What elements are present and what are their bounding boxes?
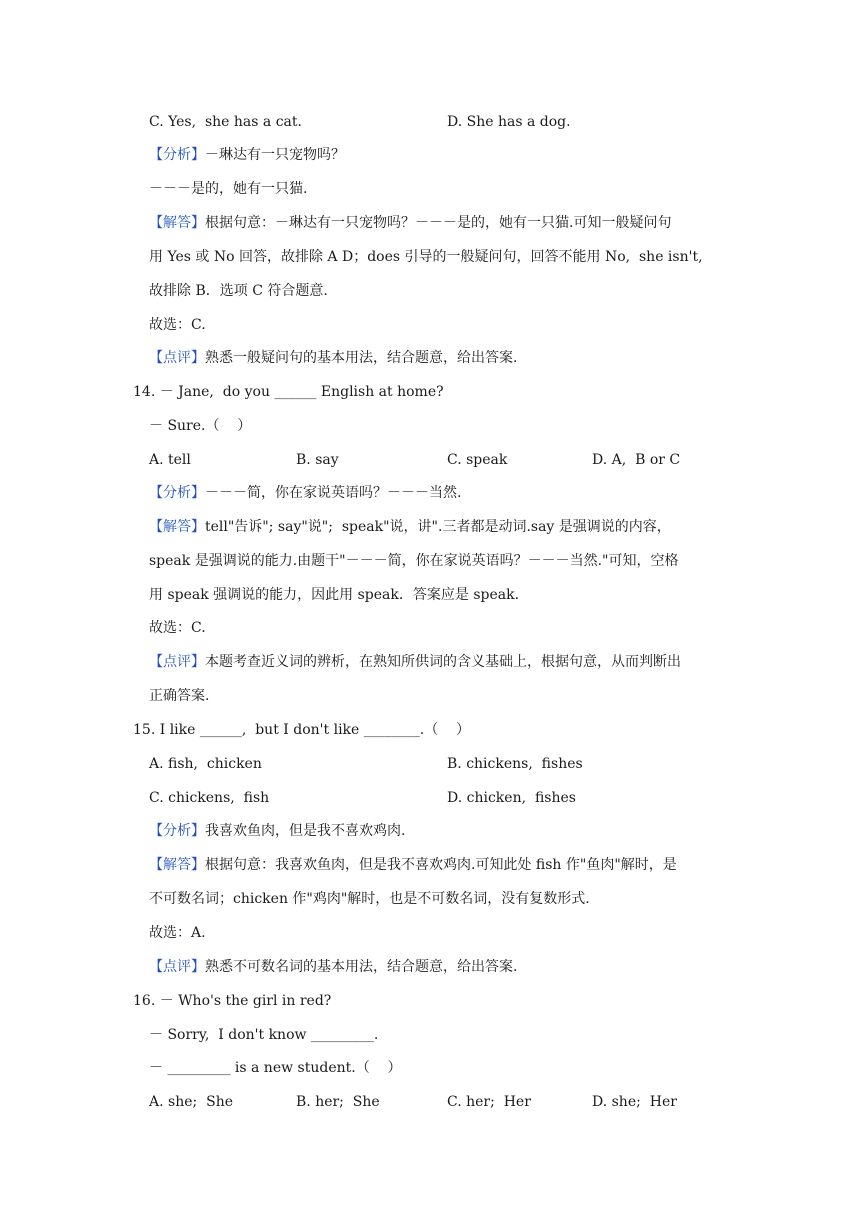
q16-option-b: B. her; She xyxy=(296,1094,380,1110)
q14-stem-line2: － Sure.（ ） xyxy=(149,418,252,434)
q15-option-c: C. chickens, fish xyxy=(149,790,270,806)
analysis-tag: 【分析】 xyxy=(149,147,205,163)
q15-choice: 故选：A. xyxy=(149,925,206,941)
comment-tag: 【点评】 xyxy=(149,350,205,366)
comment-tag: 【点评】 xyxy=(149,959,205,975)
answer-text: 根据句意：我喜欢鱼肉，但是我不喜欢鸡肉.可知此处 fish 作"鱼肉"解时，是 xyxy=(205,857,677,873)
comment-text: 熟悉一般疑问句的基本用法，结合题意，给出答案. xyxy=(205,350,518,366)
q14-comment xyxy=(149,652,681,672)
q13-analysis-line2: －－－是的，她有一只猫. xyxy=(149,181,308,197)
q14-option-a: A. tell xyxy=(149,452,191,468)
comment-text: 本题考查近义词的辨析，在熟知所供词的含义基础上，根据句意，从而判断出 xyxy=(205,654,681,670)
q16-stem-line3: － _________ is a new student.（ ） xyxy=(149,1060,402,1076)
q15-option-b: B. chickens, fishes xyxy=(447,756,583,772)
q16-stem: 16. － Who's the girl in red? xyxy=(133,993,332,1009)
q13-option-d: D. She has a dog. xyxy=(447,114,571,130)
q13-comment xyxy=(149,348,517,368)
analysis-tag: 【分析】 xyxy=(149,485,205,501)
q13-choice: 故选：C. xyxy=(149,317,206,333)
q15-analysis xyxy=(149,821,405,841)
q16-option-a: A. she; She xyxy=(149,1094,234,1110)
q15-option-d: D. chicken, fishes xyxy=(447,790,576,806)
q13-analysis xyxy=(149,145,345,165)
q15-answer xyxy=(149,855,677,875)
q13-answer xyxy=(149,213,671,233)
answer-tag: 【解答】 xyxy=(149,215,205,231)
q14-choice: 故选：C. xyxy=(149,620,206,636)
comment-text: 熟悉不可数名词的基本用法，结合题意，给出答案. xyxy=(205,959,518,975)
q14-answer-line2: speak 是强调说的能力.由题干"－－－简，你在家说英语吗？－－－当然."可知，空格 xyxy=(149,553,679,569)
analysis-text: 我喜欢鱼肉，但是我不喜欢鸡肉. xyxy=(205,823,406,839)
q14-option-d: D. A, B or C xyxy=(592,452,681,468)
q15-answer-line2: 不可数名词；chicken 作"鸡肉"解时，也是不可数名词，没有复数形式. xyxy=(149,891,590,907)
q14-comment-line2: 正确答案. xyxy=(149,688,210,704)
q14-option-c: C. speak xyxy=(447,452,508,468)
q16-stem-line2: － Sorry, I don't know _________. xyxy=(149,1027,379,1043)
q14-answer xyxy=(149,517,671,537)
q13-option-c: C. Yes, she has a cat. xyxy=(149,114,302,130)
analysis-tag: 【分析】 xyxy=(149,823,205,839)
answer-text: 根据句意：－琳达有一只宠物吗？－－－是的，她有一只猫.可知一般疑问句 xyxy=(205,215,672,231)
q14-stem: 14. － Jane, do you ______ English at home? xyxy=(133,384,444,400)
answer-tag: 【解答】 xyxy=(149,519,205,535)
comment-tag: 【点评】 xyxy=(149,654,205,670)
q13-answer-line2: 用 Yes 或 No 回答，故排除 A D；does 引导的一般疑问句，回答不能用 No, she isn't, xyxy=(149,249,703,265)
answer-tag: 【解答】 xyxy=(149,857,205,873)
q15-option-a: A. fish, chicken xyxy=(149,756,262,772)
q14-answer-line3: 用 speak 强调说的能力，因此用 speak．答案应是 speak. xyxy=(149,587,520,603)
analysis-text: －－－简，你在家说英语吗？－－－当然. xyxy=(205,485,462,501)
answer-text: tell"告诉"; say"说"; speak"说，讲".三者都是动词.say 是强调说的内容， xyxy=(205,519,671,535)
q15-stem: 15. I like ______, but I don't like ________.（ ） xyxy=(133,722,471,738)
q14-analysis xyxy=(149,483,461,503)
q16-option-d: D. she; Her xyxy=(592,1094,677,1110)
q14-option-b: B. say xyxy=(296,452,339,468)
analysis-text: －琳达有一只宠物吗？ xyxy=(205,147,345,163)
q16-option-c: C. her; Her xyxy=(447,1094,531,1110)
q13-answer-line3: 故排除 B．选项 C 符合题意. xyxy=(149,283,328,299)
q15-comment xyxy=(149,957,517,977)
